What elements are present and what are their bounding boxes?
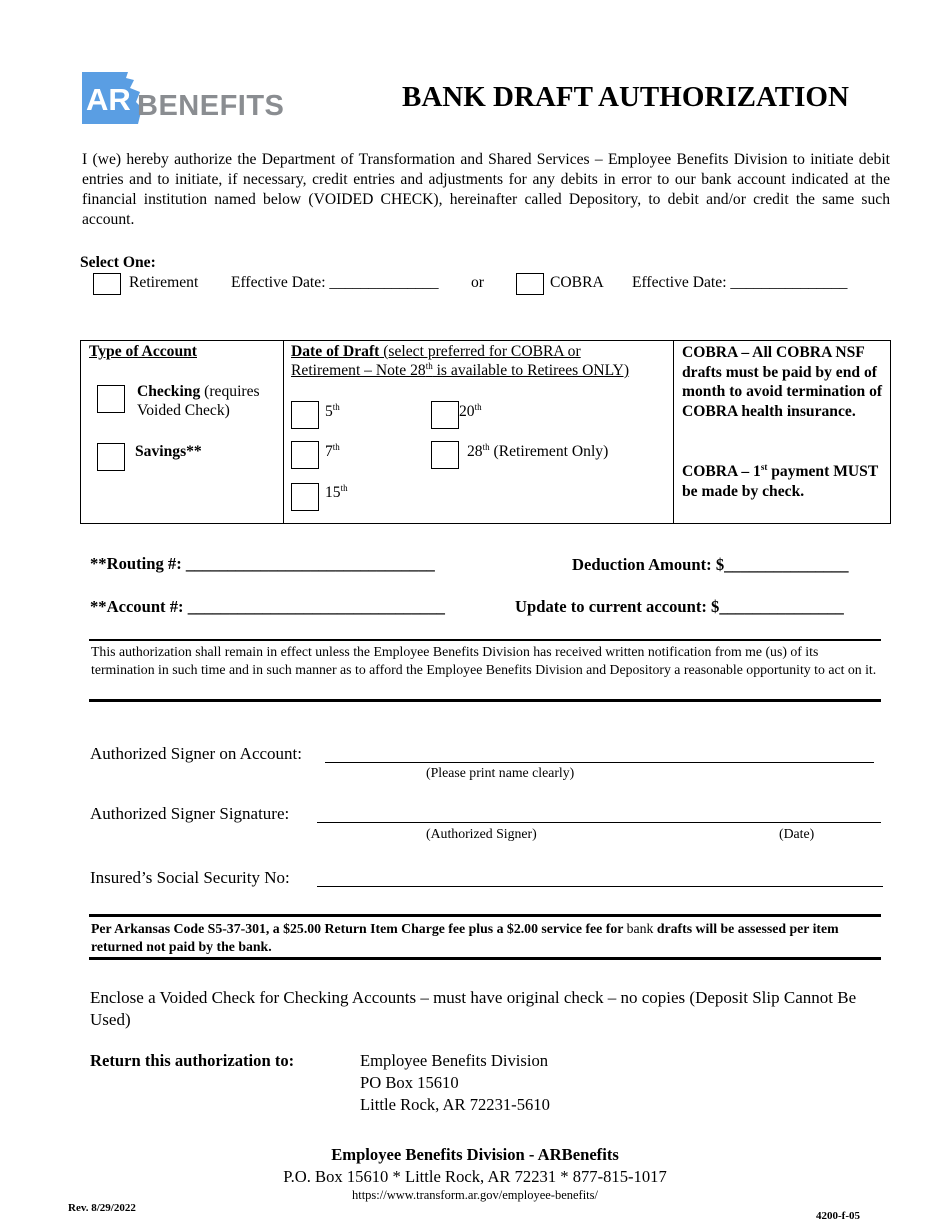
draft-15th-checkbox[interactable] <box>291 483 319 511</box>
signer-name-label: Authorized Signer on Account: <box>90 744 302 763</box>
signer-name-input[interactable] <box>325 744 874 763</box>
date-of-draft-note: (select preferred for COBRA or <box>379 343 581 360</box>
type-of-account-header: Type of Account <box>89 343 197 360</box>
fee-part: bank <box>626 921 654 936</box>
signature-label: Authorized Signer Signature: <box>90 804 290 823</box>
retirement-effective-date-field[interactable]: Effective Date: ______________ <box>231 274 439 291</box>
routing-number-field[interactable]: **Routing #: ______________________________ <box>90 554 435 573</box>
divider <box>89 639 881 641</box>
account-number-field[interactable]: **Account #: _______________________________ <box>90 597 445 616</box>
enclose-instruction: Enclose a Voided Check for Checking Accounts – must have original check – no copies (Deposit Slip Cannot Be Used) <box>90 988 857 1029</box>
day-number: 28 <box>467 443 483 460</box>
draft-28th-checkbox[interactable] <box>431 441 459 469</box>
checking-bold: Checking <box>137 383 201 400</box>
day-sup: th <box>332 441 340 452</box>
day-sup: th <box>482 441 490 452</box>
cobra-effective-date-field[interactable]: Effective Date: _______________ <box>632 274 848 291</box>
signature-caption: (Authorized Signer) <box>426 826 537 841</box>
note-part: COBRA – 1 <box>682 463 761 480</box>
deduction-amount-field[interactable]: Deduction Amount: $_______________ <box>572 555 849 574</box>
day-sup: th <box>340 482 348 493</box>
cobra-label: COBRA <box>550 274 604 291</box>
date-of-draft-note-line2 <box>291 362 629 380</box>
note-part: is available to Retirees ONLY) <box>432 362 630 379</box>
footer-org: Employee Benefits Division - ARBenefits <box>331 1145 619 1164</box>
date-of-draft-header <box>291 343 581 361</box>
day-number: 5 <box>325 403 333 420</box>
update-account-field[interactable]: Update to current account: $_______________ <box>515 597 844 616</box>
column-divider <box>283 341 284 523</box>
checking-label <box>137 383 260 401</box>
fee-notice <box>91 920 881 956</box>
ssn-input[interactable] <box>317 868 883 887</box>
select-one-label: Select One: <box>80 254 156 271</box>
checking-note-line2: Voided Check) <box>137 402 230 419</box>
return-address-line3: Little Rock, AR 72231-5610 <box>360 1095 550 1114</box>
page-title: BANK DRAFT AUTHORIZATION <box>402 81 849 113</box>
day-number: 7 <box>325 443 333 460</box>
draft-7th-checkbox[interactable] <box>291 441 319 469</box>
form-id: 4200-f-05 <box>816 1210 860 1222</box>
logo-wordmark: BENEFITS <box>137 90 285 122</box>
signer-name-caption: (Please print name clearly) <box>426 765 575 780</box>
cobra-checkbox[interactable] <box>516 273 544 295</box>
fee-part: Per Arkansas Code S5-37-301, a $25.00 Return Item Charge fee plus a $2.00 service fee for <box>91 921 627 936</box>
day-number: 15 <box>325 484 341 501</box>
checking-checkbox[interactable] <box>97 385 125 413</box>
retirement-label: Retirement <box>129 274 199 291</box>
column-divider <box>673 341 674 523</box>
revision-date: Rev. 8/29/2022 <box>68 1202 136 1214</box>
day-sup: th <box>332 401 340 412</box>
savings-checkbox[interactable] <box>97 443 125 471</box>
day-sup: th <box>474 401 482 412</box>
cobra-nsf-note: COBRA – All COBRA NSF drafts must be paid by end of month to avoid termination of COBRA health insurance. <box>682 344 883 420</box>
return-address-line2: PO Box 15610 <box>360 1073 459 1092</box>
draft-5th-checkbox[interactable] <box>291 401 319 429</box>
signature-input[interactable] <box>317 804 881 823</box>
savings-label: Savings** <box>135 443 202 460</box>
or-label: or <box>471 274 484 291</box>
cobra-first-payment-note <box>682 462 887 501</box>
note-part: payment MUST be made by check. <box>682 463 878 500</box>
note-sup: st <box>760 461 768 472</box>
draft-5th-label <box>325 403 340 421</box>
authorization-notice: This authorization shall remain in effect unless the Employee Benefits Division has received written notification from me (us) of its termination in such time and in such manner as to afford the Employee Benefits Division and Depository a reasonable opportunity to act on it. <box>91 644 877 677</box>
day-number: 20 <box>459 403 475 420</box>
ssn-label: Insured’s Social Security No: <box>90 868 290 887</box>
checking-note: (requires <box>200 383 260 400</box>
intro-paragraph: I (we) hereby authorize the Department of Transformation and Shared Services – Employee Benefits Division to initiate debit entries and to initiate, if necessary, credit entries and adjustments for any debits in error to our bank account indicated at the financial institution named below (VOIDED CHECK), hereinafter called Depository, to debit and/or credit the same such account. <box>82 151 890 228</box>
note-sup: th <box>425 360 433 371</box>
draft-28th-label <box>467 443 608 461</box>
date-caption: (Date) <box>779 826 815 841</box>
return-address-line1: Employee Benefits Division <box>360 1051 549 1070</box>
day-note: (Retirement Only) <box>489 443 609 460</box>
divider <box>89 699 881 702</box>
footer-url[interactable]: https://www.transform.ar.gov/employee-benefits/ <box>351 1188 598 1202</box>
fee-part: drafts will be assessed per item returned not paid by the bank. <box>91 921 839 954</box>
divider <box>89 957 881 960</box>
divider <box>89 914 881 917</box>
footer-address: P.O. Box 15610 * Little Rock, AR 72231 * 877-815-1017 <box>283 1167 667 1186</box>
draft-7th-label <box>325 443 340 461</box>
retirement-checkbox[interactable] <box>93 273 121 295</box>
svg-text:AR: AR <box>86 82 131 117</box>
draft-20th-checkbox[interactable] <box>431 401 459 429</box>
draft-20th-label <box>459 403 482 421</box>
note-part: Retirement – Note 28 <box>291 362 426 379</box>
date-of-draft-title: Date of Draft <box>291 343 380 360</box>
draft-15th-label <box>325 484 348 502</box>
account-options-table <box>80 340 891 524</box>
arkansas-logo-icon <box>82 72 142 124</box>
return-label: Return this authorization to: <box>90 1051 295 1070</box>
